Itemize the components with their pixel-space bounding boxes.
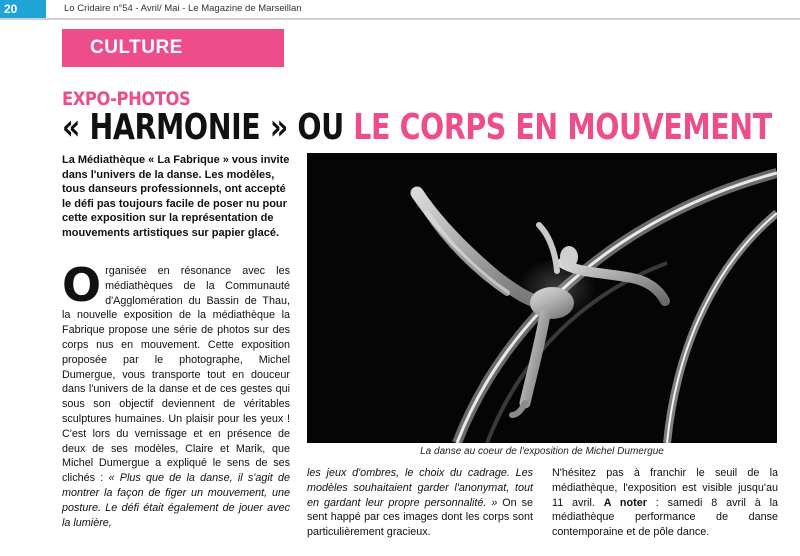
column-1-quote: « Plus que de la danse, il s'agit de montrer la façon de figer un mouvement, une posture. Le défi était également de jouer avec la lumière, bbox=[62, 472, 290, 529]
article-column-2 bbox=[307, 466, 533, 540]
section-label: CULTURE bbox=[90, 37, 183, 58]
column-3-bold: A noter bbox=[603, 496, 647, 509]
headline-part-1: « HARMONIE » OU bbox=[62, 107, 354, 148]
article-column-3 bbox=[552, 466, 778, 540]
column-2-text: On se sent happé par ces images dont les corps sont particulièrement gracieux. bbox=[307, 496, 533, 539]
drop-cap: O bbox=[62, 258, 102, 312]
article-kicker: EXPO-PHOTOS bbox=[62, 88, 191, 110]
article-column-1 bbox=[62, 258, 290, 530]
article-lede: La Médiathèque « La Fabrique » vous invite dans l'univers de la danse. Les modèles, tous danseurs professionnels, ont accepté le défi pas toujours facile de poser nu pour cette exposition sur la représentation de mouvements artistiques sur papier glacé. bbox=[62, 154, 290, 239]
column-2-quote: les jeux d'ombres, le choix du cadrage. Les modèles souhaitaient garder l'anonymat, tout en gardant leur propre personnalité. » bbox=[307, 467, 533, 509]
column-3-text: N'hésitez pas à franchir le seuil de la médiathèque, l'exposition est visible jusqu'au 11 avril. bbox=[552, 467, 778, 509]
article-headline bbox=[62, 108, 772, 148]
headline-part-2: LE CORPS EN MOUVEMENT bbox=[353, 107, 772, 148]
page-number: 20 bbox=[0, 0, 46, 18]
column-1-text: rganisée en résonance avec les médiathèques de la Communauté d'Agglomération du Bassin de Thau, la nouvelle exposition de la médiathèque la Fabrique propose une série de photos sur des corps nus en mouvement. Cette exposition proposée par le photographe, Michel Dumergue, vous transporte tout en douceur dans l'univers de la danse et de ces gestes qui sous son objectif deviennent de véritables sculptures humaines. Un plaisir pour les yeux ! C'est lors du vernissage et en présence de deux de ses modèles, Claire et Marik, que Michel Dumergue a expliqué le sens de ses clichés : bbox=[62, 265, 290, 485]
dancer-illustration bbox=[307, 153, 777, 443]
dance-photo bbox=[307, 153, 777, 443]
column-3-text-2: : samedi 8 avril à la médiathèque performance de danse contemporaine et de pôle dance. bbox=[552, 496, 778, 539]
photo-caption: La danse au coeur de l'exposition de Michel Dumergue bbox=[420, 446, 664, 457]
page-header-bar bbox=[0, 0, 800, 20]
section-band bbox=[62, 29, 284, 67]
publication-header: Lo Cridaire n°54 - Avril/ Mai - Le Magazine de Marseillan bbox=[64, 3, 302, 14]
